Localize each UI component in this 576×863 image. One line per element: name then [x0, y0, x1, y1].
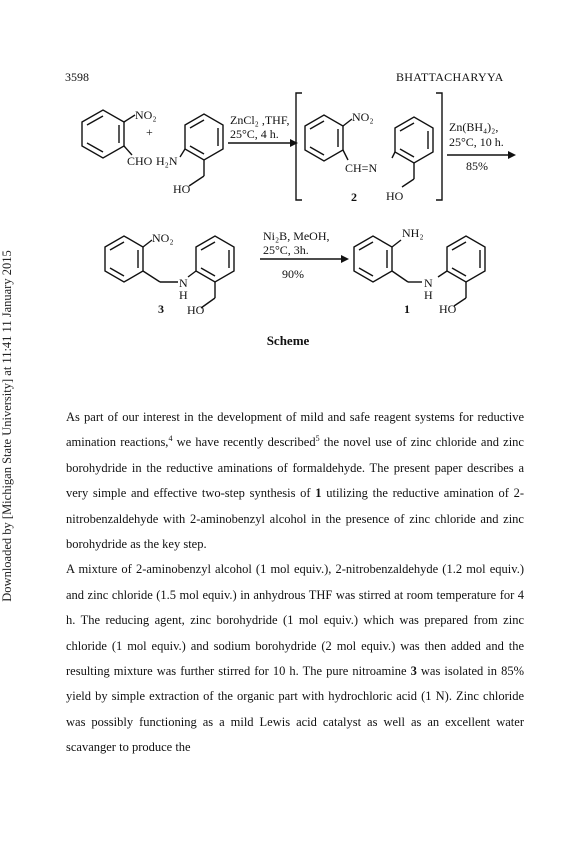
- int2-oh-label: HO: [386, 189, 404, 203]
- paragraph-2: A mixture of 2-aminobenzyl alcohol (1 mol equiv.), 2-nitrobenzaldehyde (1.2 mol equiv.) and zinc chloride (1.5 mol equiv.) in anhydrous THF was stirred at room temperature for 4 h. The reducing agent, zinc borohydride (1 mol equiv.) which was prepared from zinc chloride (1 mol equiv.) and sodium borohydride (2 mol equiv.) was then added and the resulting mixture was further stirred for 10 h. The pure nitroamine 3 was isolated in 85% yield by simple extraction of the organic part with hydrochloric acid (1 N). Zinc chloride was possibly functioning as a mild Lewis acid catalyst as well as an excellent water scavanger to produce the: [66, 562, 524, 755]
- step3-cond2: 25°C, 3h.: [263, 243, 309, 257]
- step2-cond2: 25°C, 10 h.: [449, 135, 504, 149]
- running-head: BHATTACHARYYA: [396, 70, 504, 84]
- c3-number: 3: [158, 302, 164, 316]
- plus-sign: +: [146, 125, 153, 139]
- compound1-ring-left: [354, 236, 422, 282]
- c3-oh-label: HO: [187, 303, 205, 317]
- int2-no2-label: NO₂: [352, 110, 374, 124]
- c3-h-label: H: [179, 288, 188, 302]
- compound3-ring-right: [188, 236, 234, 308]
- c1-h-label: H: [424, 288, 433, 302]
- intermediate2-ring-right: [392, 117, 433, 187]
- reactant2-ring: [180, 114, 223, 186]
- intermediate2-ring-left: [305, 115, 352, 161]
- int2-number: 2: [351, 190, 357, 204]
- c1-n-label: N: [424, 276, 433, 290]
- step2-cond1: Zn(BH₄)₂,: [449, 120, 499, 134]
- c1-nh2-label: NH₂: [402, 226, 424, 240]
- body-text: [66, 405, 524, 761]
- c3-n-label: N: [179, 276, 188, 290]
- r1-no2-label: NO₂: [135, 108, 157, 122]
- step1-cond1: ZnCl₂ ,THF,: [230, 113, 290, 127]
- int2-imine-label: CH=N: [345, 161, 378, 175]
- r2-amine-label: H₂N: [156, 154, 178, 168]
- scheme-caption: Scheme: [266, 333, 310, 348]
- step1-cond2: 25°C, 4 h.: [230, 127, 279, 141]
- r1-cho-label: CHO: [127, 154, 153, 168]
- step3-yield: 90%: [282, 267, 304, 281]
- compound1-ring-right: [438, 236, 485, 306]
- paragraph-1: As part of our interest in the development of mild and safe reagent systems for reductive amination reactions,$^4$ we have recently described$^5$ the novel use of zinc chloride and zinc borohydride in the reductive aminations of formaldehyde. The present paper describes a very simple and effective two-step synthesis of 1 utilizing the reductive amination of 2-nitrobenzaldehyde with 2-aminobenzyl alcohol in the presence of zinc chloride and zinc borohydride as the key step.: [66, 410, 524, 552]
- c1-oh-label: HO: [439, 302, 457, 316]
- step3-cond1: Ni₂B, MeOH,: [263, 229, 330, 243]
- reaction-scheme: [0, 0, 576, 340]
- page-number: 3598: [65, 70, 89, 84]
- reactant1-ring: [82, 110, 135, 158]
- download-watermark: Downloaded by [Michigan State University] at 11:41 11 January 2015: [0, 250, 14, 602]
- c3-no2-label: NO₂: [152, 231, 174, 245]
- step2-yield: 85%: [466, 159, 488, 173]
- r2-oh-label: HO: [173, 182, 191, 196]
- c1-number: 1: [404, 302, 410, 316]
